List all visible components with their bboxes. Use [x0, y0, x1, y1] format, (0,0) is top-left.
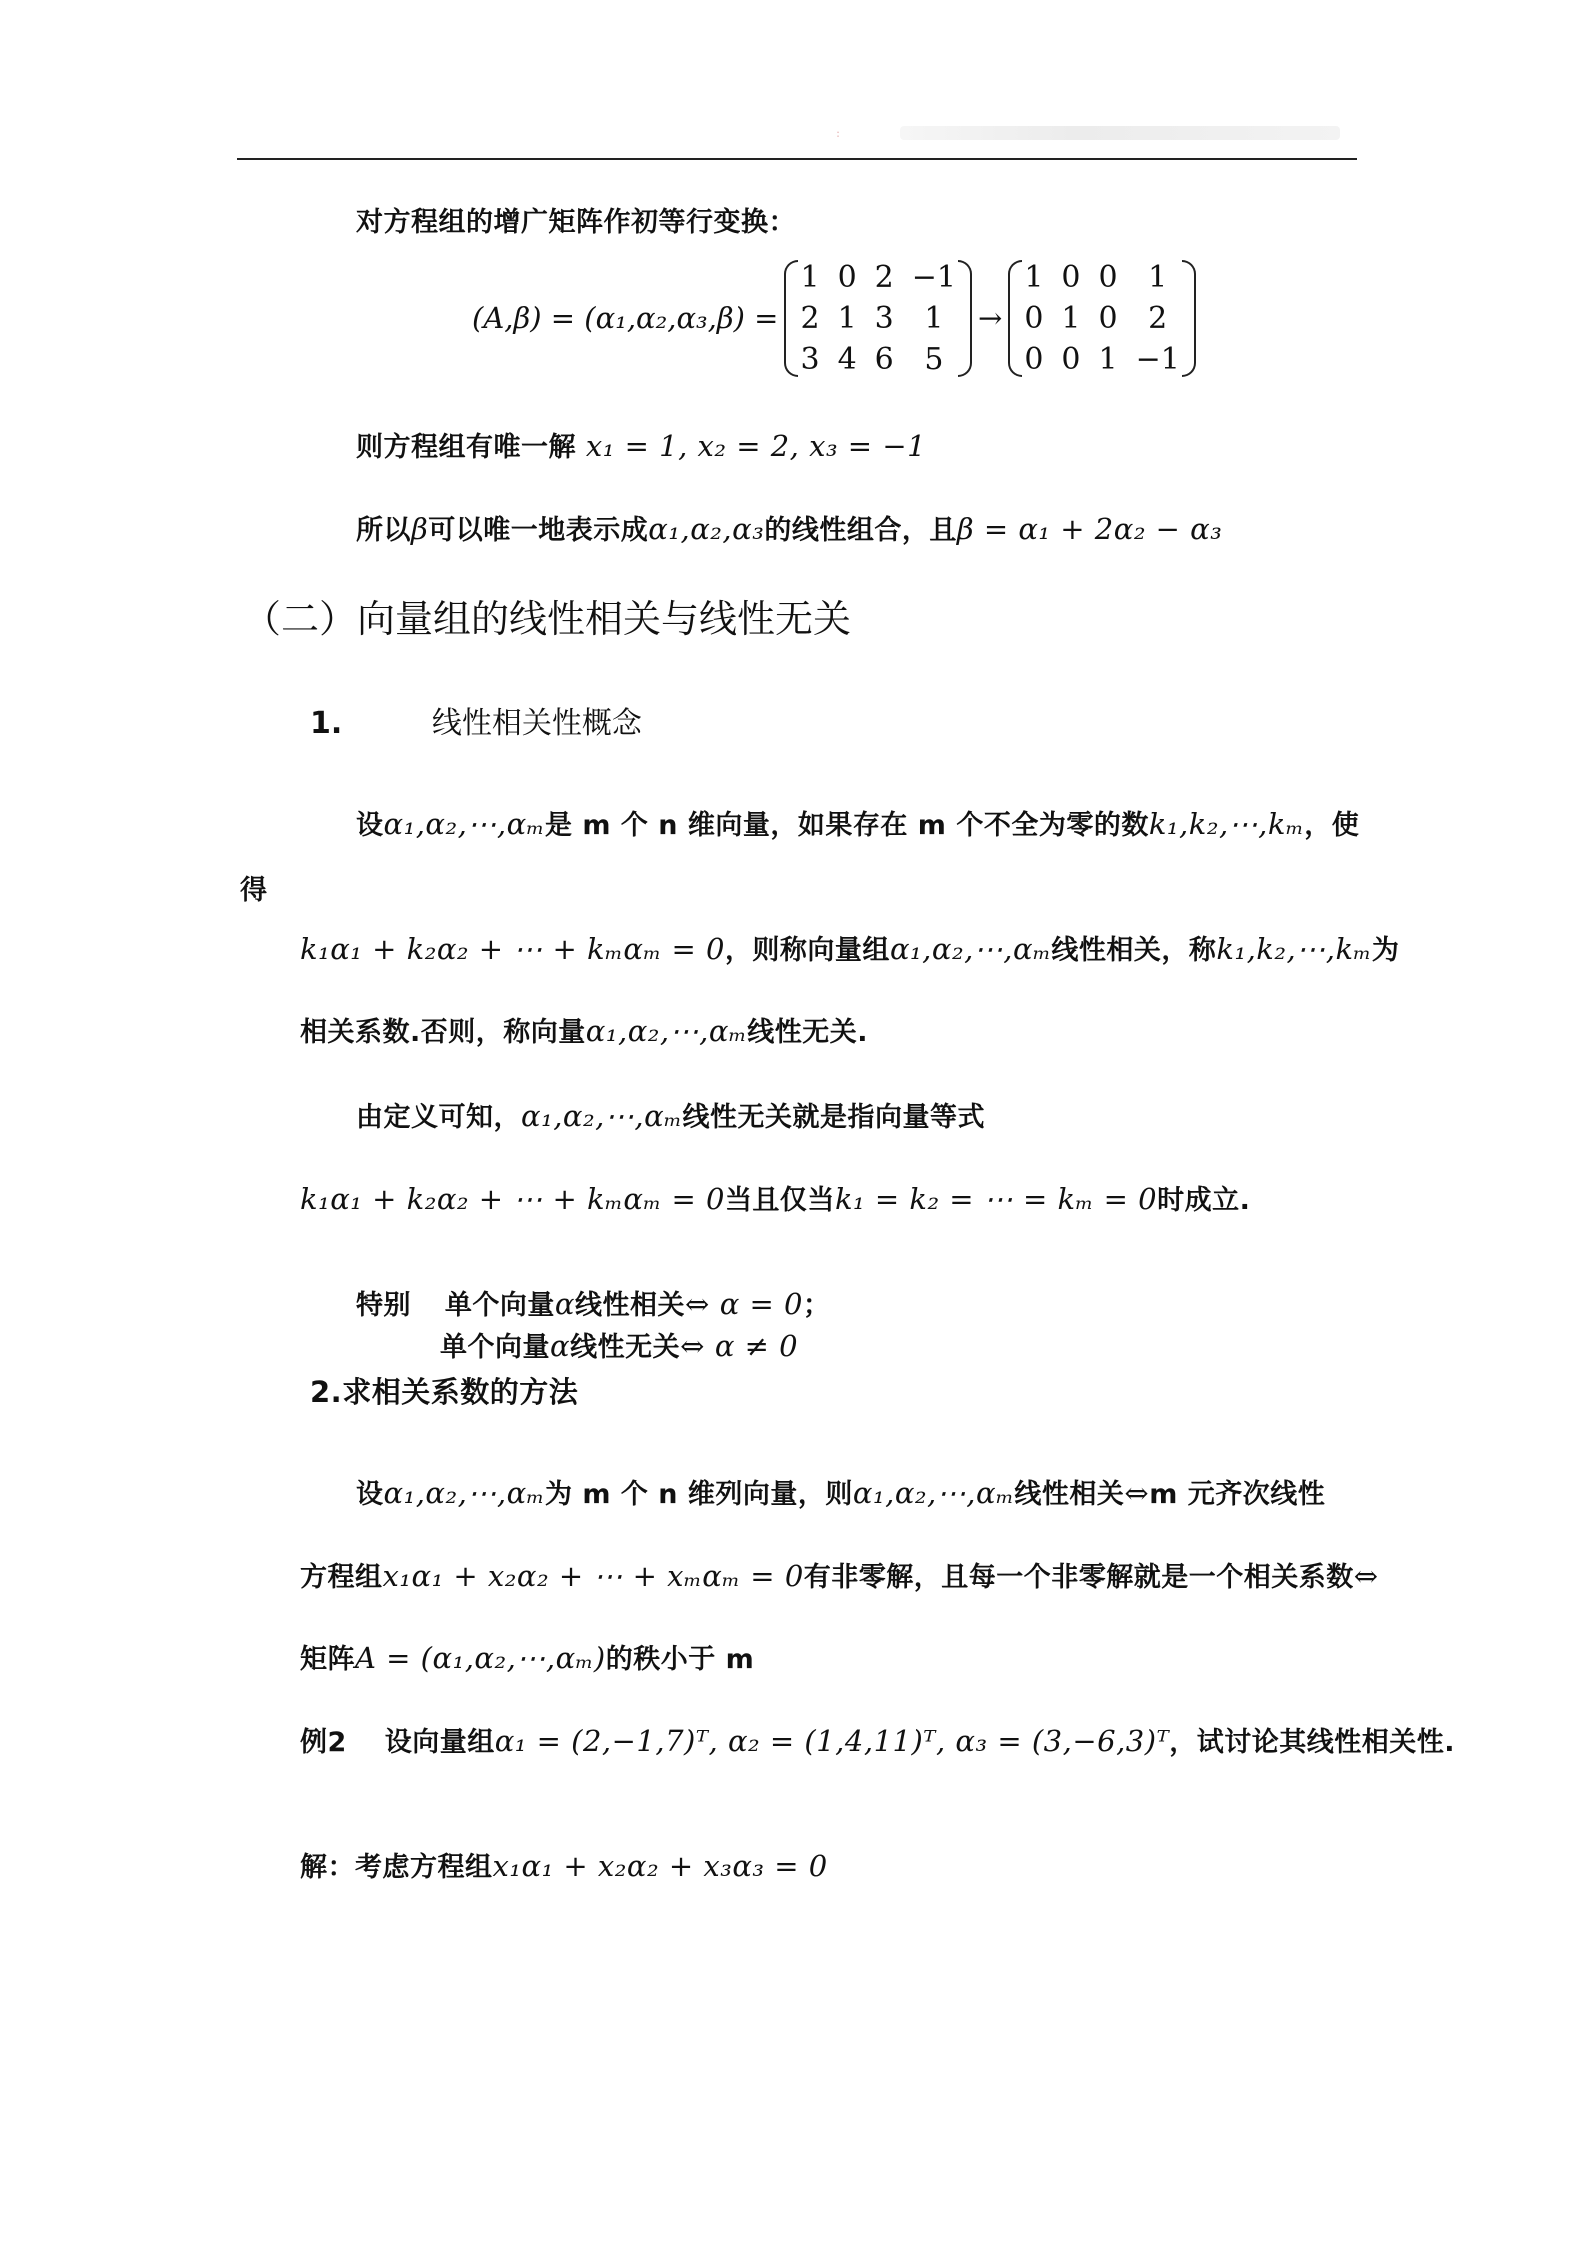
- combo-text-3: 的线性组合，且: [764, 515, 957, 546]
- from-definition-line: [356, 1095, 985, 1134]
- special-semicolon: ；: [803, 1290, 831, 1321]
- iff-text-2: 时成立.: [1157, 1185, 1251, 1216]
- alpha-seq: α₁,α₂,α₃: [648, 512, 765, 546]
- solution-expr: x₁α₁ + x₂α₂ + x₃α₃ = 0: [492, 1849, 828, 1883]
- def-text-a3: ，使: [1304, 810, 1360, 841]
- matrix-1-cell-r1c3: 2: [874, 259, 894, 295]
- matrix-2: [1008, 260, 1196, 377]
- solution-text: 解：考虑方程组: [300, 1852, 493, 1883]
- combo-expr: β = α₁ + 2α₂ − α₃: [956, 512, 1223, 546]
- subsection-2-title: 求相关系数的方法: [342, 1375, 579, 1409]
- def-text-b: 得: [240, 875, 268, 906]
- matrix-1-cell-r2c3: 3: [874, 300, 894, 336]
- definition-line-3: [300, 928, 1399, 967]
- subsection-1-number: 1.: [310, 706, 343, 741]
- matrix-1-cell-r1c2: 0: [837, 259, 857, 295]
- iff-condition-line: [300, 1178, 1250, 1217]
- iff-symbol-4: ⇔: [1353, 1559, 1379, 1593]
- method-alpha-seq-2: α₁,α₂,⋯,αₘ: [852, 1476, 1015, 1510]
- special-alpha-1: α: [554, 1287, 575, 1321]
- unique-solution-line: [356, 425, 926, 464]
- matrix-2-cell-r2c2: 1: [1061, 300, 1081, 336]
- method-line-2: [300, 1555, 1379, 1594]
- method-text-b2: 有非零解，且每一个非零解就是一个相关系数: [803, 1562, 1354, 1593]
- iff-symbol-2: ⇔: [680, 1329, 705, 1363]
- special-alpha-2: α: [550, 1329, 571, 1363]
- method-text-a1: 设: [356, 1479, 384, 1510]
- def-alpha-seq: α₁,α₂,⋯,αₘ: [383, 807, 545, 841]
- combo-text-2: 可以唯一地表示成: [428, 515, 649, 546]
- iff-symbol-1: ⇔: [685, 1287, 710, 1321]
- method-text-c2: 的秩小于 m: [605, 1644, 755, 1675]
- method-line-1: [356, 1472, 1325, 1511]
- method-text-a2: 为 m 个 n 维列向量，则: [544, 1479, 853, 1510]
- matrix-2-cell-r1c2: 0: [1061, 259, 1081, 295]
- def-text-d1: 相关系数.否则，称向量: [300, 1017, 586, 1048]
- matrix-2-cell-r1c3: 0: [1098, 259, 1118, 295]
- example-text-1: 设向量组: [384, 1727, 495, 1758]
- special-line-1: [356, 1283, 831, 1322]
- matrix-1-cell-r3c3: 6: [874, 341, 894, 377]
- special-single-vector-1: 单个向量: [444, 1290, 555, 1321]
- def-k-seq: k₁,k₂,⋯,kₘ: [1148, 807, 1305, 841]
- example-label: 例2: [300, 1727, 347, 1758]
- combo-text-1: 所以: [356, 515, 411, 546]
- row-transform-arrow: →: [978, 301, 1003, 335]
- fromdef-text-2: 线性无关就是指向量等式: [682, 1102, 985, 1133]
- matrix-1-cell-r1c1: 1: [800, 259, 820, 295]
- method-matrix-expr: A = (α₁,α₂,⋯,αₘ): [355, 1641, 606, 1675]
- matrix-2-cell-r3c2: 0: [1061, 341, 1081, 377]
- special-single-vector-2: 单个向量: [440, 1332, 550, 1363]
- matrix-2-cell-r3c3: 1: [1098, 341, 1118, 377]
- matrix-1: [784, 260, 972, 377]
- matrix-1-cell-r3c4: 5: [924, 341, 944, 377]
- def-text-c2: 线性相关，称: [1051, 935, 1217, 966]
- def-text-a1: 设: [356, 810, 384, 841]
- iff-symbol-3: ⇔: [1124, 1476, 1150, 1510]
- def-expr: k₁α₁ + k₂α₂ + ⋯ + kₘαₘ = 0: [300, 932, 725, 966]
- matrix-1-cell-r2c2: 1: [837, 300, 857, 336]
- subsection-2-number: 2.: [310, 1375, 343, 1409]
- special-independent: 线性无关: [570, 1332, 681, 1363]
- matrix-1-cell-r2c4: 1: [924, 300, 944, 336]
- subsection-2: [310, 1370, 578, 1411]
- method-expr: x₁α₁ + x₂α₂ + ⋯ + xₘαₘ = 0: [382, 1559, 804, 1593]
- method-text-b1: 方程组: [300, 1562, 383, 1593]
- matrix-2-cell-r2c3: 0: [1098, 300, 1118, 336]
- definition-line-1: [356, 803, 1359, 842]
- special-dependent: 线性相关: [575, 1290, 685, 1321]
- method-text-a3: 线性相关: [1014, 1479, 1125, 1510]
- intro-line: [356, 200, 796, 239]
- method-line-3: [300, 1637, 754, 1676]
- special-label: 特别: [356, 1290, 411, 1321]
- section-title: （二）向量组的线性相关与线性无关: [243, 597, 852, 641]
- matrix-2-cell-r3c1: 0: [1024, 341, 1044, 377]
- header-rule: [237, 158, 1357, 160]
- unique-solution-expr: x₁ = 1, x₂ = 2, x₃ = −1: [585, 429, 927, 463]
- def-k-seq-2: k₁,k₂,⋯,kₘ: [1216, 932, 1372, 966]
- subsection-1-title: 线性相关性概念: [431, 706, 642, 741]
- header-faded-text: [900, 126, 1340, 140]
- matrix-lhs: (A,β) = (α₁,α₂,α₃,β) =: [472, 301, 779, 335]
- example-text-2: ，试讨论其线性相关性.: [1169, 1727, 1456, 1758]
- matrix-2-cell-r3c4: −1: [1135, 341, 1180, 377]
- matrix-2-cell-r2c4: 2: [1148, 300, 1168, 336]
- fromdef-alpha-seq: α₁,α₂,⋯,αₘ: [521, 1099, 683, 1133]
- iff-expr-2: k₁ = k₂ = ⋯ = kₘ = 0: [834, 1182, 1158, 1216]
- def-text-a2: 是 m 个 n 维向量，如果存在 m 个不全为零的数: [544, 810, 1149, 841]
- def-text-d2: 线性无关.: [747, 1017, 868, 1048]
- matrix-2-cell-r1c1: 1: [1024, 259, 1044, 295]
- example-line: [300, 1720, 1455, 1759]
- linear-combination-line: [356, 508, 1222, 547]
- def-text-c1: ，则称向量组: [724, 935, 890, 966]
- iff-expr-1: k₁α₁ + k₂α₂ + ⋯ + kₘαₘ = 0: [300, 1182, 725, 1216]
- method-text-a4: m 元齐次线性: [1149, 1479, 1326, 1510]
- matrix-1-cell-r3c2: 4: [837, 341, 857, 377]
- method-alpha-seq: α₁,α₂,⋯,αₘ: [383, 1476, 545, 1510]
- beta-symbol: β: [411, 512, 429, 546]
- special-alpha-zero: α = 0: [719, 1287, 803, 1321]
- solution-line: [300, 1845, 828, 1884]
- special-alpha-nonzero: α ≠ 0: [714, 1329, 799, 1363]
- matrix-2-cell-r2c1: 0: [1024, 300, 1044, 336]
- matrix-2-cell-r1c4: 1: [1148, 259, 1168, 295]
- special-line-2: [440, 1325, 798, 1364]
- def-alpha-seq-3: α₁,α₂,⋯,αₘ: [585, 1014, 748, 1048]
- matrix-1-cell-r2c1: 2: [800, 300, 820, 336]
- matrix-1-cell-r1c4: −1: [911, 259, 956, 295]
- intro-text: 对方程组的增广矩阵作初等行变换：: [356, 207, 796, 238]
- definition-line-4: [300, 1010, 868, 1049]
- method-text-c1: 矩阵: [300, 1644, 355, 1675]
- augmented-matrix-equation: [472, 245, 1202, 391]
- header-mark: :: [836, 126, 841, 140]
- definition-line-2: [240, 868, 268, 907]
- iff-text-1: 当且仅当: [724, 1185, 835, 1216]
- matrix-1-cell-r3c1: 3: [800, 341, 820, 377]
- unique-solution-text: 则方程组有唯一解: [356, 432, 576, 463]
- fromdef-text-1: 由定义可知，: [356, 1102, 521, 1133]
- def-alpha-seq-2: α₁,α₂,⋯,αₘ: [889, 932, 1052, 966]
- subsection-1: [310, 698, 642, 742]
- def-text-c3: 为: [1371, 935, 1400, 966]
- example-vectors: α₁ = (2,−1,7)ᵀ, α₂ = (1,4,11)ᵀ, α₃ = (3,−6,3)ᵀ: [494, 1724, 1170, 1758]
